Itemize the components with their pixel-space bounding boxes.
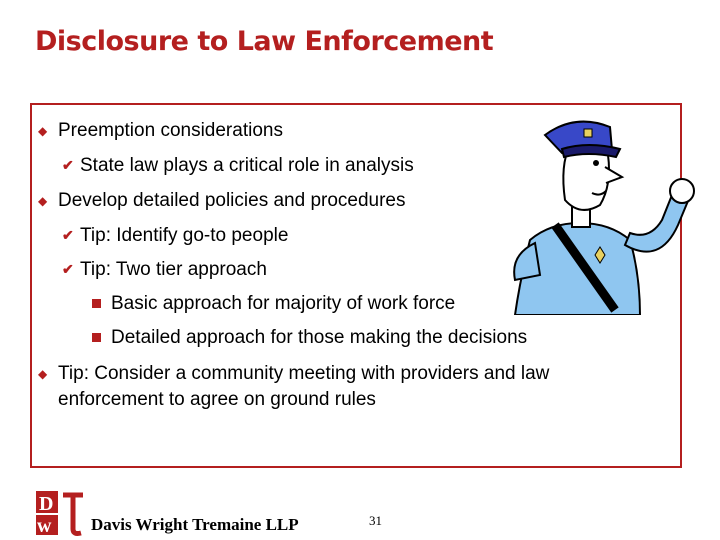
- diamond-bullet-icon: ◆: [38, 367, 48, 381]
- bullet-tip-community-meeting-cont: enforcement to agree on ground rules: [58, 389, 376, 410]
- check-bullet-icon: ✔: [62, 227, 74, 243]
- check-bullet-icon: ✔: [62, 157, 74, 173]
- diamond-bullet-icon: ◆: [38, 124, 48, 138]
- bullet-tip-go-to-people: Tip: Identify go-to people: [80, 225, 289, 246]
- bullet-basic-approach: Basic approach for majority of work force: [111, 293, 456, 314]
- police-officer-illustration: [500, 105, 700, 315]
- svg-text:D: D: [39, 493, 54, 515]
- bullet-detailed-approach: Detailed approach for those making the decisions: [111, 327, 528, 348]
- square-bullet-icon: [92, 299, 101, 308]
- square-bullet-icon: [92, 333, 101, 342]
- bullet-tip-community-meeting: Tip: Consider a community meeting with providers and law: [58, 363, 550, 384]
- check-bullet-icon: ✔: [62, 261, 74, 277]
- slide-title: Disclosure to Law Enforcement: [35, 26, 494, 57]
- dwt-logo: [35, 489, 85, 537]
- page-number: 31: [369, 513, 382, 528]
- svg-text:w: w: [37, 515, 52, 537]
- firm-name: Davis Wright Tremaine LLP: [91, 515, 299, 534]
- bullet-preemption: Preemption considerations: [58, 120, 283, 141]
- diamond-bullet-icon: ◆: [38, 194, 48, 208]
- bullet-tip-two-tier: Tip: Two tier approach: [80, 259, 267, 280]
- bullet-state-law: State law plays a critical role in analysis: [80, 155, 414, 176]
- bullet-develop-policies: Develop detailed policies and procedures: [58, 190, 406, 211]
